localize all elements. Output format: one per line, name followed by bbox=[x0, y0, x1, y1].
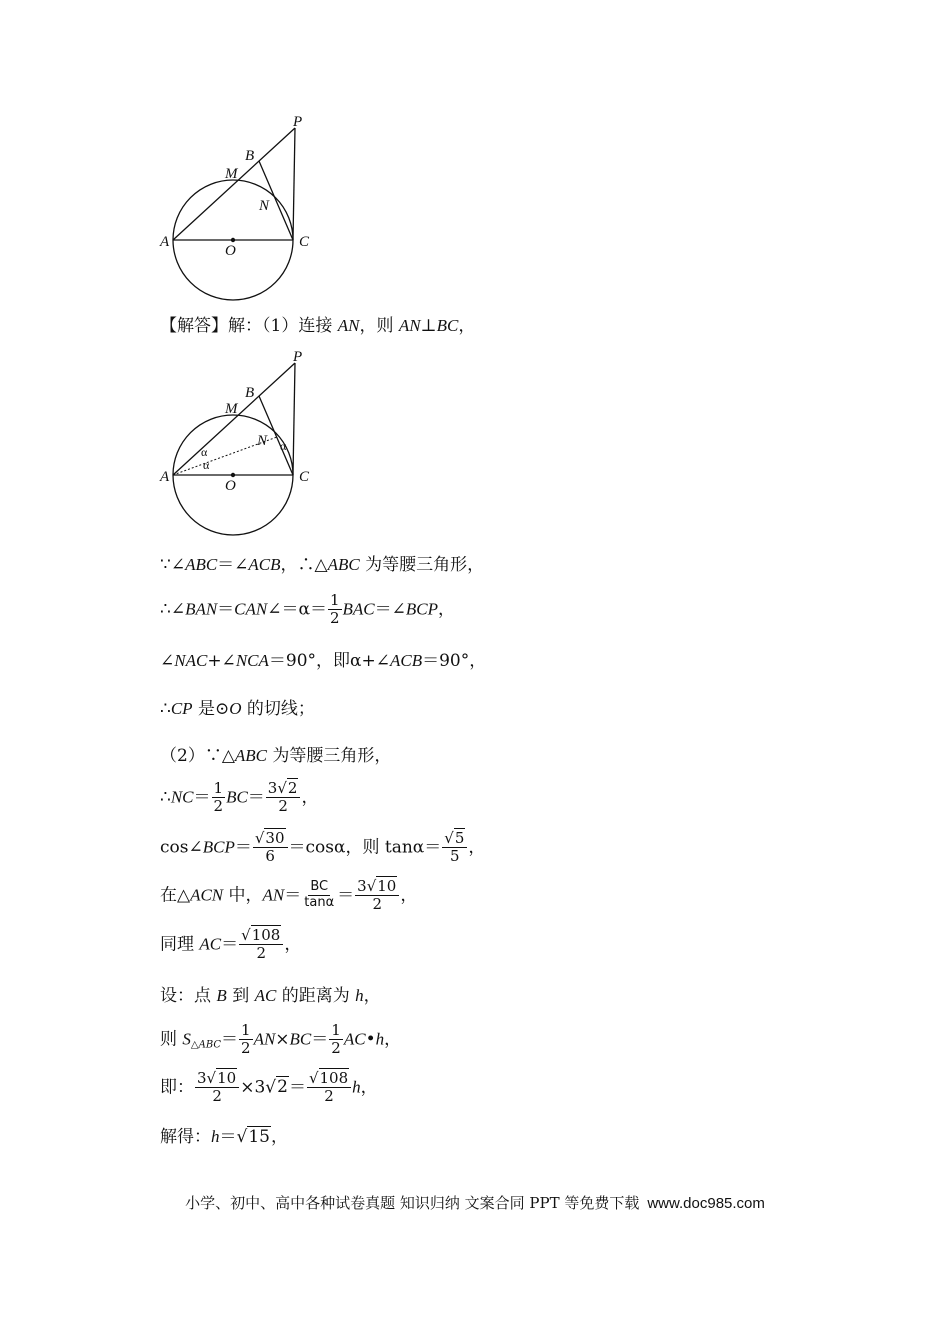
label-P: P bbox=[293, 114, 303, 130]
label-C: C bbox=[299, 234, 310, 250]
fraction: $\frac{3√10}{2}$ bbox=[195, 1070, 239, 1106]
label-M: M bbox=[225, 401, 238, 417]
label-alpha-right: α bbox=[280, 439, 287, 453]
label-N: N bbox=[257, 433, 268, 449]
fraction: $\frac{3√10}{2}$ bbox=[355, 878, 399, 914]
fraction: $\frac{BC}{\tan\alpha}$ bbox=[304, 879, 335, 911]
label-O: O bbox=[225, 478, 236, 494]
fraction: $\frac{3√2}{2}$ bbox=[266, 780, 301, 816]
footer-text: 小学、初中、高中各种试卷真题 知识归纳 文案合同 PPT 等免费下载 bbox=[185, 1194, 640, 1212]
geometry-figure-2 bbox=[155, 345, 330, 545]
label-B: B bbox=[245, 148, 255, 164]
solution-line-8: cos∠BCP＝ $\frac{√30}{6}$ ＝cosα，则 tanα＝ $\frac{√5}{5}$ ， bbox=[160, 829, 486, 866]
solution-line-3: ∴∠BAN＝CAN∠＝α＝ $\frac{1}{2}$ BAC＝∠BCP， bbox=[160, 591, 455, 628]
label-alpha-lower: α bbox=[203, 458, 210, 472]
solution-line-1: 【解答】解：（1）连接 AN，则 AN⊥BC， bbox=[160, 316, 476, 336]
solution-line-9: 在△ACN 中，AN＝ $\frac{BC}{\tan\alpha}$ ＝ $\frac{3√10}{2}$ ， bbox=[160, 877, 418, 914]
fraction: $\frac{√108}{2}$ bbox=[239, 927, 283, 963]
solution-line-5: ∴CP 是⊙O 的切线； bbox=[160, 699, 315, 719]
fraction: $\frac{1}{2}$ bbox=[213, 779, 224, 816]
label-A: A bbox=[160, 469, 170, 485]
fraction: $\frac{1}{2}$ bbox=[331, 1021, 341, 1058]
solution-line-14: 解得：h＝√15， bbox=[160, 1127, 288, 1147]
solution-line-13: 即： $\frac{3√10}{2}$ ×3√2＝ $\frac{√108}{2}$ h， bbox=[160, 1069, 378, 1106]
solution-line-6: （2）∵△ABC 为等腰三角形， bbox=[160, 746, 392, 766]
label-B: B bbox=[245, 385, 255, 401]
solution-line-7: ∴NC＝ $\frac{1}{2}$ BC＝ $\frac{3√2}{2}$ ， bbox=[160, 779, 319, 816]
solution-line-2: ∵∠ABC＝∠ACB，∴△ABC 为等腰三角形， bbox=[160, 555, 485, 575]
answer-heading: 【解答】 bbox=[160, 316, 228, 336]
fraction: $\frac{√5}{5}$ bbox=[442, 830, 467, 866]
fraction: $\frac{1}{2}$ bbox=[329, 591, 340, 628]
fraction: $\frac{1}{2}$ bbox=[241, 1021, 251, 1058]
solution-line-10: 同理 AC＝ $\frac{√108}{2}$ ， bbox=[160, 926, 302, 963]
label-alpha-upper: α bbox=[201, 445, 208, 459]
label-P: P bbox=[293, 349, 303, 365]
label-A: A bbox=[160, 234, 170, 250]
label-N: N bbox=[259, 198, 270, 214]
fraction: $\frac{√30}{6}$ bbox=[253, 830, 288, 866]
fraction: $\frac{√108}{2}$ bbox=[307, 1070, 351, 1106]
solution-line-4: ∠NAC+∠NCA＝90°，即α+∠ACB＝90°， bbox=[160, 651, 487, 671]
label-M: M bbox=[225, 166, 238, 182]
footer-link[interactable]: www.doc985.com bbox=[647, 1195, 765, 1212]
page-footer bbox=[0, 1192, 950, 1213]
solution-line-12: 则 $S_{\triangle ABC}=$ $\frac{1}{2}$ AN×BC＝ $\frac{1}{2}$ AC•h， bbox=[160, 1021, 402, 1058]
geometry-figure-1 bbox=[155, 110, 330, 310]
solution-line-11: 设：点 B 到 AC 的距离为 h， bbox=[160, 986, 381, 1006]
label-O: O bbox=[225, 243, 236, 259]
label-C: C bbox=[299, 469, 310, 485]
